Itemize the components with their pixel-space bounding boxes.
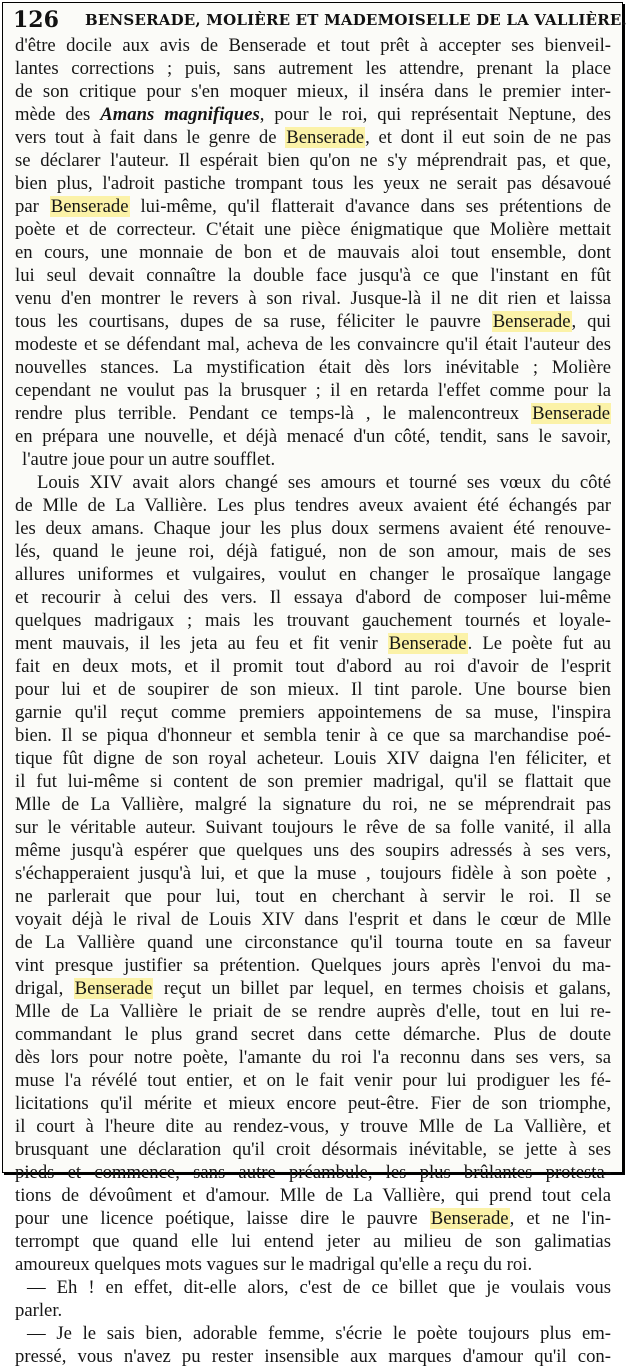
text-line: [15, 1207, 611, 1230]
text-segment: — Je le sais bien, adorable femme, s'écrie le poète toujours plus em-: [27, 1323, 611, 1344]
text-line: [15, 471, 611, 494]
text-line: [15, 1276, 611, 1299]
text-segment: se déclarer l'auteur. Il espérait bien qu'on ne s'y méprendrait pas, et que,: [15, 150, 611, 171]
text-segment: de son critique pour s'en moquer mieux, il inséra dans le premier inter-: [15, 81, 611, 102]
text-segment: s'échapperaient jusqu'à lui, et que la muse , toujours fidèle à son poète ,: [15, 863, 611, 884]
text-segment: l'autre joue pour un autre soufflet.: [22, 449, 276, 470]
text-line: [15, 839, 611, 862]
text-segment: il court à l'heure dite au rendez-vous, y trouve Mlle de La Vallière, et: [15, 1116, 611, 1137]
text-segment: ne parlerait que pour lui, tout en cherchant à servir le roi. Il se: [15, 886, 611, 907]
text-segment: cependant ne voulut pas la brusquer ; il en retarda l'effet comme pour la: [15, 380, 611, 401]
text-line: [15, 1023, 611, 1046]
text-line: [15, 1092, 611, 1115]
text-line: [15, 402, 611, 425]
text-segment: en prépara une nouvelle, et déjà menacé d'un côté, tendit, sans le savoir,: [15, 426, 611, 447]
text-segment: terrompt que quand elle lui entend jeter au milieu de son galimatias: [15, 1231, 611, 1252]
text-segment: , et ne l'in-: [509, 1208, 611, 1229]
text-line: [15, 1000, 611, 1023]
text-line: [15, 1345, 611, 1368]
text-line: [15, 586, 611, 609]
text-line: [15, 425, 611, 448]
text-segment: de Mlle de La Vallière. Les plus tendres aveux avaient été échangés par: [15, 495, 611, 516]
text-line: [15, 126, 611, 149]
text-line: [15, 632, 611, 655]
text-line: [15, 103, 611, 126]
text-line: [15, 701, 611, 724]
text-line: [15, 1322, 611, 1345]
highlighted-term: Benserade: [532, 403, 610, 424]
text-segment: ment mauvais, il les jeta au feu et fit venir: [15, 633, 388, 654]
text-segment: tique fût digne de son royal acheteur. Louis XIV daigna l'en féliciter, et: [15, 748, 611, 769]
running-title: BENSERADE, MOLIÈRE ET MADEMOISELLE DE LA VALLIÈRE.: [85, 11, 627, 29]
text-segment: Mlle de La Vallière, malgré la signature du roi, ne se méprendrait pas: [15, 794, 611, 815]
text-segment: de La Vallière quand une circonstance qu'il tourna toute en sa faveur: [15, 932, 611, 953]
text-segment: , qui: [571, 311, 611, 332]
text-segment: lantes corrections ; puis, sans autrement les attendre, prenant la place: [15, 58, 611, 79]
text-segment: voyait déjà le rival de Louis XIV dans l'esprit et dans le cœur de Mlle: [15, 909, 611, 930]
text-segment: bien. Il se piqua d'honneur et sembla tenir à ce que sa marchandise poé-: [15, 725, 611, 746]
text-line: [15, 287, 611, 310]
text-line: [15, 264, 611, 287]
text-line: [15, 333, 611, 356]
text-line: [15, 172, 611, 195]
text-line: [15, 310, 611, 333]
text-segment: parler.: [15, 1300, 63, 1321]
text-line: [15, 1138, 611, 1161]
book-page: [2, 2, 627, 1367]
text-line: [15, 1230, 611, 1253]
text-segment: lui seul devait connaître la double face jusqu'à ce que l'instant en fût: [15, 265, 611, 286]
highlighted-term: Benserade: [74, 978, 153, 999]
text-segment: les deux amans. Chaque jour les plus doux sermens avaient été renouve-: [15, 518, 611, 539]
text-segment: fait en deux mots, et il promit tout d'abord au roi d'avoir de l'esprit: [15, 656, 611, 677]
body-text: [15, 34, 611, 1368]
text-line: [15, 862, 611, 885]
text-line: [15, 747, 611, 770]
text-line: [15, 540, 611, 563]
text-line: [15, 563, 611, 586]
text-line: [15, 218, 611, 241]
text-line: [15, 241, 611, 264]
text-line: [15, 34, 611, 57]
text-line: [15, 885, 611, 908]
text-line: [15, 770, 611, 793]
text-line: [15, 356, 611, 379]
italic-title: Amans magnifiques: [100, 104, 260, 125]
text-line: [15, 931, 611, 954]
text-line: [15, 1253, 611, 1276]
text-segment: même jusqu'à espérer que quelques uns des soupirs adressés à ses vers,: [15, 840, 611, 861]
text-segment: . Le poète fut au: [467, 633, 611, 654]
text-segment: licitations qu'il mérite et mieux encore peut-être. Fier de son triomphe,: [15, 1093, 611, 1114]
text-line: [15, 908, 611, 931]
text-line: [15, 149, 611, 172]
highlighted-term: Benserade: [50, 196, 129, 217]
text-line: [15, 1161, 611, 1184]
text-segment: brusquant une déclaration qu'il croit désormais inévitable, se jette à ses: [15, 1139, 611, 1160]
highlighted-term: Benserade: [492, 311, 571, 332]
text-segment: et recourir à celui des vers. Il essaya d'abord de composer lui-même: [15, 587, 611, 608]
text-segment: , pour le roi, qui représentait Neptune, des: [259, 104, 611, 125]
text-line: [15, 1046, 611, 1069]
text-segment: commandant le plus grand secret dans cette démarche. Plus de doute: [15, 1024, 611, 1045]
text-line: [15, 448, 611, 471]
text-line: [15, 816, 611, 839]
text-line: [15, 379, 611, 402]
text-line: [15, 80, 611, 103]
text-segment: , et dont il eut soin de ne pas: [365, 127, 612, 148]
text-segment: — Eh ! en effet, dit-elle alors, c'est de ce billet que je voulais vous: [27, 1277, 611, 1298]
highlighted-term: Benserade: [388, 633, 467, 654]
text-line: [15, 678, 611, 701]
text-segment: lés, quand le jeune roi, déjà fatigué, non de son amour, mais de ses: [15, 541, 611, 562]
text-segment: pressé, vous n'avez pu rester insensible aux marques d'amour qu'il con-: [15, 1346, 611, 1367]
text-line: [15, 793, 611, 816]
text-segment: rendre plus terrible. Pendant ce temps-là , le malencontreux: [15, 403, 532, 424]
text-segment: garnie qu'il reçut comme premiers appointemens de sa muse, l'inspira: [15, 702, 611, 723]
text-segment: reçut un billet par lequel, en termes choisis et galans,: [153, 978, 611, 999]
text-line: [15, 1184, 611, 1207]
text-segment: mède des: [15, 104, 101, 125]
text-segment: amoureux quelques mots vagues sur le madrigal qu'elle a reçu du roi.: [15, 1254, 533, 1275]
text-line: [15, 57, 611, 80]
text-segment: muse l'a révélé tout entier, et on le fait venir pour lui prodiguer les fé-: [15, 1070, 611, 1091]
text-line: [15, 609, 611, 632]
text-segment: pour une licence poétique, laisse dire le pauvre: [15, 1208, 430, 1229]
text-segment: poète et de correcteur. C'était une pièce énigmatique que Molière mettait: [15, 219, 611, 240]
text-segment: nouvelles stances. La mystification était dès lors inévitable ; Molière: [15, 357, 611, 378]
text-segment: bien plus, l'adroit pastiche trompant tous les yeux ne serait pas désavoué: [15, 173, 611, 194]
text-segment: tous les courtisans, dupes de sa ruse, féliciter le pauvre: [15, 311, 492, 332]
text-line: [15, 1115, 611, 1138]
page-number: 126: [13, 7, 59, 33]
text-line: [15, 724, 611, 747]
text-segment: par: [15, 196, 50, 217]
text-line: [15, 655, 611, 678]
text-segment: d'être docile aux avis de Benserade et tout prêt à accepter ses bienveil-: [15, 35, 611, 56]
text-segment: modeste et se défendant mal, acheva de les convaincre qu'il était l'auteur des: [15, 334, 611, 355]
text-segment: en cours, une monnaie de bon et de mauvais aloi tout ensemble, dont: [15, 242, 611, 263]
text-line: [15, 195, 611, 218]
text-line: [15, 977, 611, 1000]
page-header: [13, 7, 627, 33]
text-line: [15, 517, 611, 540]
text-segment: Mlle de La Vallière le priait de se rendre auprès d'elle, tout en lui re-: [15, 1001, 611, 1022]
text-segment: vint presque justifier sa prétention. Quelques jours après l'envoi du ma-: [15, 955, 611, 976]
text-line: [15, 954, 611, 977]
text-segment: vers tout à fait dans le genre de: [15, 127, 286, 148]
highlighted-term: Benserade: [286, 127, 365, 148]
text-line: [15, 1299, 611, 1322]
text-line: [15, 1069, 611, 1092]
text-segment: drigal,: [15, 978, 74, 999]
highlighted-term: Benserade: [430, 1208, 509, 1229]
text-line: [15, 494, 611, 517]
text-segment: venu d'en montrer le revers à son rival. Jusque-là il ne dit rien et laissa: [15, 288, 611, 309]
text-segment: pour lui et de soupirer de son mieux. Il tint parole. Une bourse bien: [15, 679, 611, 700]
text-segment: allures uniformes et vulgaires, voulut en changer le prosaïque langage: [15, 564, 611, 585]
text-segment: quelques madrigaux ; mais les trouvant gauchement tournés et loyale-: [15, 610, 611, 631]
text-segment: tions de dévoûment et d'amour. Mlle de La Vallière, qui prend tout cela: [15, 1185, 611, 1206]
text-segment: sur le véritable auteur. Suivant toujours le rêve de sa folle vanité, il alla: [15, 817, 611, 838]
text-segment: dès lors pour notre poète, l'amante du roi l'a reconnu dans ses vers, sa: [15, 1047, 611, 1068]
text-segment: Louis XIV avait alors changé ses amours et tourné ses vœux du côté: [37, 472, 611, 493]
text-segment: il fut lui-même si content de son premier madrigal, qu'il se flattait que: [15, 771, 611, 792]
text-segment: lui-même, qu'il flatterait d'avance dans ses prétentions de: [129, 196, 611, 217]
text-segment: pieds et commence, sans autre préambule, les plus brûlantes protesta-: [15, 1162, 611, 1183]
